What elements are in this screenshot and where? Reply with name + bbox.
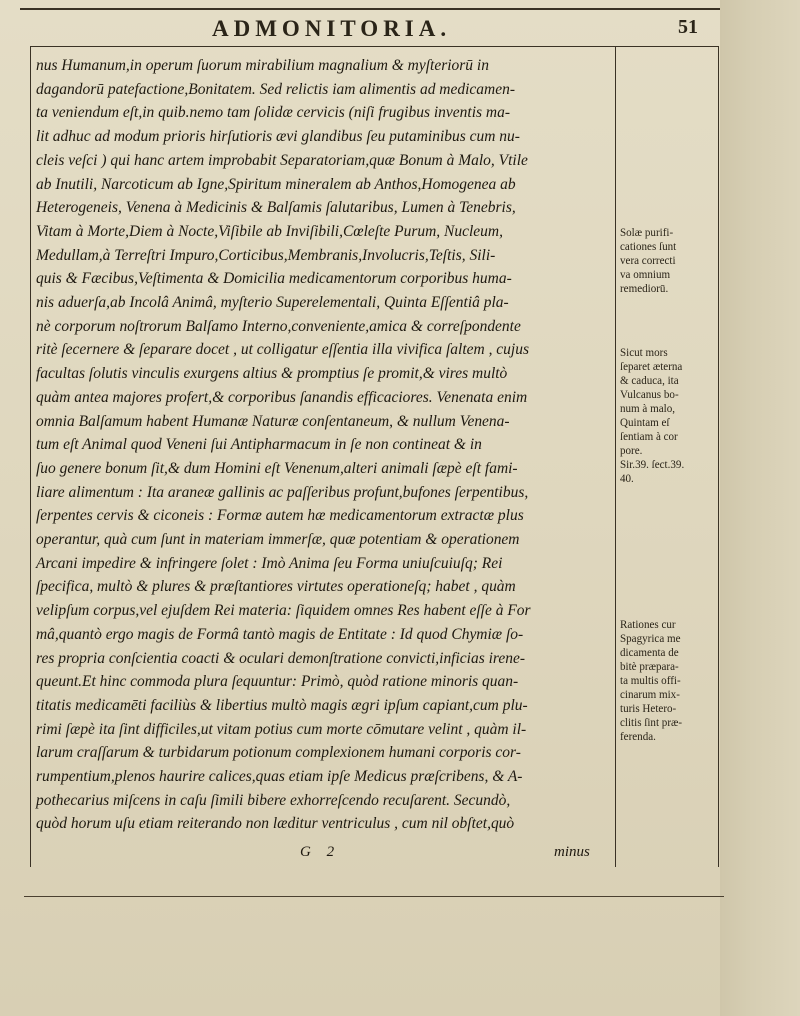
margin-note-line: & caduca, ita: [620, 375, 679, 387]
text-line: omnia Balſamum habent Humanæ Naturæ conſentaneum, & nullum Venena-: [36, 412, 510, 430]
margin-note-line: ſentiam à cor: [620, 431, 678, 443]
text-line: res propria conſcientia coacti & oculari demonſtratione convicti,inficias irene-: [36, 649, 526, 667]
margin-note-line: ferenda.: [620, 731, 656, 743]
margin-note-line: ſeparet æterna: [620, 361, 683, 373]
margin-note-line: remediorū.: [620, 283, 669, 295]
text-line: dagandorū patefactione,Bonitatem. Sed relictis iam alimentis ad medicamen-: [36, 80, 515, 98]
text-line: liare alimentum : Ita araneæ gallinis ac paſſeribus profunt,bufones ſerpentibus,: [36, 483, 529, 501]
text-line: ſuo genere bonum ſit,& dum Homini eſt Venenum,alteri animali ſæpè eſt fami-: [36, 459, 518, 477]
margin-note-line: Vulcanus bo-: [620, 389, 679, 401]
margin-note-line: turis Hetero-: [620, 703, 677, 715]
margin-note-line: clitis ſint præ-: [620, 717, 683, 729]
page-edge: [720, 0, 800, 1016]
text-line: queunt.Et hinc commoda plura ſequuntur: Primò, quòd ratione minoris quan-: [36, 673, 519, 691]
margin-note-line: Rationes cur: [620, 619, 676, 631]
margin-note-line: ta multis offi-: [620, 675, 681, 687]
margin-note-line: Sicut mors: [620, 347, 668, 359]
text-line: ſerpentes cervis & ciconeis : Formæ autem hæ medicamentorum extractæ plus: [36, 507, 524, 525]
text-line: operantur, quà cum ſunt in materiam immerſæ, quæ potentiam & operationem: [36, 531, 520, 548]
text-line: Heterogeneis, Venena à Medicinis & Balſamis ſalutaribus, Lumen à Tenebris,: [36, 199, 516, 217]
text-line: pothecarius miſcens in caſu ſimili bibere exhorreſcendo recuſarent. Secundò,: [36, 791, 511, 809]
header-rule: [20, 8, 720, 10]
text-line: rumpentium,plenos haurire calices,quas etiam ipſe Medicus præſcribens, & A-: [36, 768, 523, 785]
margin-note-line: Sir.39. ſect.39.: [620, 459, 685, 471]
text-line: nus Humanum,in operum ſuorum mirabilium magnalium & myſteriorū in: [36, 57, 489, 74]
text-line: rimi ſæpè ita ſint difficiles,ut vitam potius cum morte cōmutare velint , quàm il-: [36, 720, 527, 738]
text-line: cleis veſci ) qui hanc artem improbabit Separatoriam,quæ Bonum à Malo, Vtile: [36, 151, 528, 169]
text-line: velipſum corpus,vel ejuſdem Rei materia: ſiquidem omnes Res habent eſſe à For: [36, 602, 531, 620]
text-line: titatis medicamēti faciliùs & libertius multò magis ægri ipſum capiant,cum plu-: [36, 696, 528, 714]
bottom-rule: [24, 896, 724, 897]
text-line: ab Inutili, Narcoticum ab Igne,Spiritum mineralem ab Anthos,Homogenea ab: [36, 175, 516, 193]
text-line: quis & Fæcibus,Veſtimenta & Domicilia medicamentorum corporibus huma-: [36, 270, 512, 288]
signature-mark: G 2: [300, 844, 341, 860]
text-line: ritè ſecernere & ſeparare docet , ut colligatur eſſentia illa vivifica ſaltem , cujus: [36, 341, 530, 359]
text-line: lit adhuc ad modum prioris hirſutioris ævi glandibus ſeu putaminibus cum nu-: [36, 128, 520, 146]
text-line: nè corporum noſtrorum Balſamo Interno,conveniente,amica & correſpondente: [36, 317, 521, 335]
margin-note-line: cationes ſunt: [620, 241, 677, 253]
margin-note-line: bitè præpara-: [620, 661, 679, 673]
margin-note-line: 40.: [620, 473, 634, 485]
text-line: ſpecifica, multò & plures & præſtantiores virtutes operationeſq; habet , quàm: [36, 578, 516, 596]
margin-note-line: Solæ purifi-: [620, 227, 674, 239]
margin-note-line: pore.: [620, 445, 643, 457]
text-line: larum craſſarum & turbidarum potionum complexionem humani corporis cor-: [36, 744, 521, 762]
margin-note-line: Quintam eſ: [620, 417, 670, 429]
running-head: ADMONITORIA.: [212, 16, 452, 41]
text-line: Medullam,à Terreſtri Impuro,Corticibus,Membranis,Involucris,Teſtis, Sili-: [36, 246, 496, 264]
text-line: Arcani impedire & infringere ſolet : Imò Anima ſeu Forma uniuſcuiuſq; Rei: [36, 554, 503, 572]
margin-note-line: Spagyrica me: [620, 633, 681, 645]
text-line: nis aduerſa,ab Incolâ Animâ, myſterio Superelementali, Quinta Eſſentiâ pla-: [36, 294, 509, 311]
text-line: tum eſt Animal quod Veneni ſui Antipharmacum in ſe non contineat & in: [36, 436, 482, 454]
catchword: minus: [554, 844, 590, 860]
page-number: 51: [678, 16, 698, 38]
margin-note-line: vera correcti: [620, 255, 676, 267]
margin-note-line: va omnium: [620, 269, 671, 281]
text-line: Vitam à Morte,Diem à Nocte,Viſibile ab Inviſibili,Cœleſte Purum, Nucleum,: [36, 222, 503, 240]
text-line: quàm antea majores profert,& corporibus ſanandis efficaciores. Venenata enim: [36, 388, 528, 406]
text-line: ta veniendum eſt,in quib.nemo tam ſolidæ cervicis (niſi frugibus inventis ma-: [36, 104, 510, 122]
margin-note-line: cinarum mix-: [620, 689, 680, 701]
margin-note-line: num à malo,: [620, 403, 676, 415]
margin-note-line: dicamenta de: [620, 647, 679, 659]
text-line: facultas ſolutis vinculis exurgens altius & promptius ſe promit,& vires multò: [36, 365, 508, 383]
text-line: mâ,quantò ergo magis de Formâ tantò magis de Entitate : Id quod Chymiæ ſo-: [36, 625, 524, 643]
text-line: quòd horum uſu etiam reiterando non læditur ventriculus , cum nil obſtet,quò: [36, 815, 515, 833]
